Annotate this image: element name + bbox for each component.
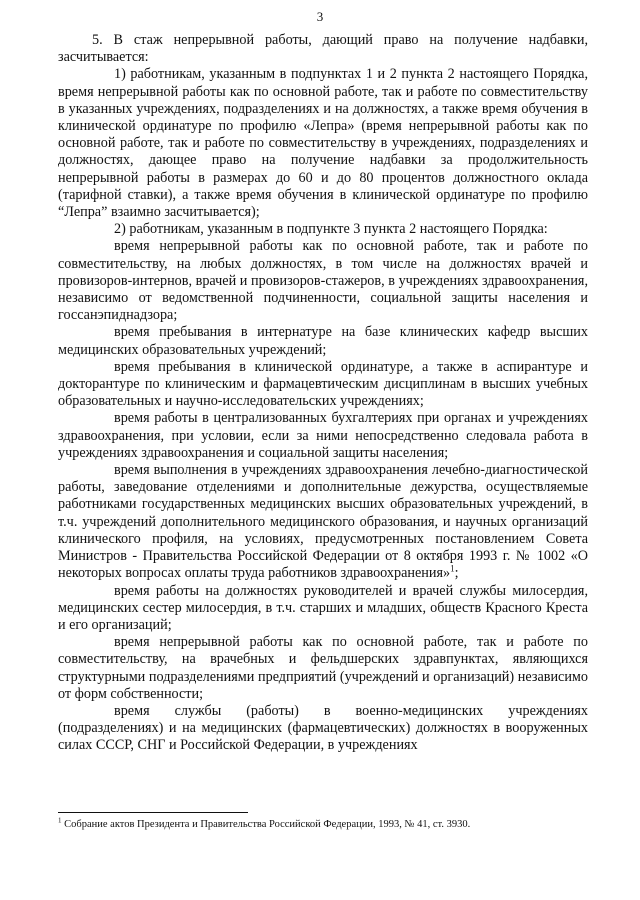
paragraph-mercy-service: время работы на должностях руководителей и врачей службы милосердия, медицинских сестер милосердия, в т.ч. старших и младших, обществ Красного Креста и его организаций; (58, 582, 588, 633)
footnote-reference: 1 (450, 563, 455, 574)
paragraph-accounting: время работы в централизованных бухгалтериях при органах и учреждениях здравоохранения, при условии, если за ними непосредственно следовала работа в учреждениях здравоохранения и социальной защиты населения; (58, 410, 588, 461)
page-number: 3 (316, 9, 324, 24)
paragraph-clinical-work-tail: ; (454, 565, 459, 582)
paragraph-residency: время пребывания в клинической ординатуре, а также в аспирантуре и докторантуре по клиническим и фармацевтическим дисциплинам в высших учебных образовательных и научно-исследовательских учреждениях; (58, 358, 588, 410)
footnote-mark: 1 (58, 816, 62, 825)
paragraph-health-posts: время непрерывной работы как по основной работе, так и работе по совместительству, на врачебных и фельдшерских здравпунктах, являющихся структурными подразделениями предприятий (учреждений и организаций) независимо от форм собственности; (58, 634, 588, 702)
footnote (58, 818, 588, 831)
paragraph-internship-work: время непрерывной работы как по основной работе, так и работе по совместительству, на любых должностях, в том числе на должностях врачей и провизоров-интернов, врачей и провизоров-стажеров, в учреждениях здравоохранения, независимо от ведомственной подчиненности, социальной защиты населения и госсанэпиднадзора; (58, 238, 588, 324)
paragraph-clinical-work (58, 462, 588, 582)
paragraph-5-heading: 5. В стаж непрерывной работы, дающий право на получение надбавки, засчитывается: (58, 32, 588, 66)
footnote-text: Собрание актов Президента и Правительства Российской Федерации, 1993, № 41, ст. 3930. (61, 819, 471, 830)
paragraph-item-2: 2) работникам, указанным в подпункте 3 пункта 2 настоящего Порядка: (114, 221, 548, 238)
footnote-divider (58, 812, 248, 813)
paragraph-clinical-work-text: время выполнения в учреждениях здравоохранения лечебно-диагностической работы, заведование отделениями и дополнительные дежурства, осуществляемые работниками государственных медицинских высших образовательных учреждений, в т.ч. учреждений дополнительного медицинского образования, и научных организаций клинического профиля, на условиях, предусмотренных постановлением Совета Министров - Правительства Российской Федерации от 8 октября 1993 г. № 1002 «О некоторых вопросах оплаты труда работников здравоохранения» (58, 462, 588, 582)
body-text (58, 32, 588, 755)
paragraph-item-1: 1) работникам, указанным в подпунктах 1 и 2 пункта 2 настоящего Порядка, время непрерывной работы как по основной работе, так и работе по совместительству в указанных учреждениях, подразделениях и на должностях, а также время обучения в клинической ординатуре по профилю «Лепра» (время непрерывной работы как по основной работе, так и работе по совместительству в учреждениях, подразделениях и должностях, дающее право на получение надбавки за продолжительность непрерывной работы в размерах до 60 и до 80 процентов должностного оклада (тарифной ставки), а также время обучения в клинической ординатуре по профилю “Лепра” взаимно засчитывается); (58, 66, 588, 221)
paragraph-military-service: время службы (работы) в военно-медицинских учреждениях (подразделениях) и на медицинских (фармацевтических) должностях в вооруженных силах СССР, СНГ и Российской Федерации, в учреждениях (58, 702, 588, 754)
paragraph-internship-stay: время пребывания в интернатуре на базе клинических кафедр высших медицинских образовательных учреждений; (58, 324, 588, 358)
